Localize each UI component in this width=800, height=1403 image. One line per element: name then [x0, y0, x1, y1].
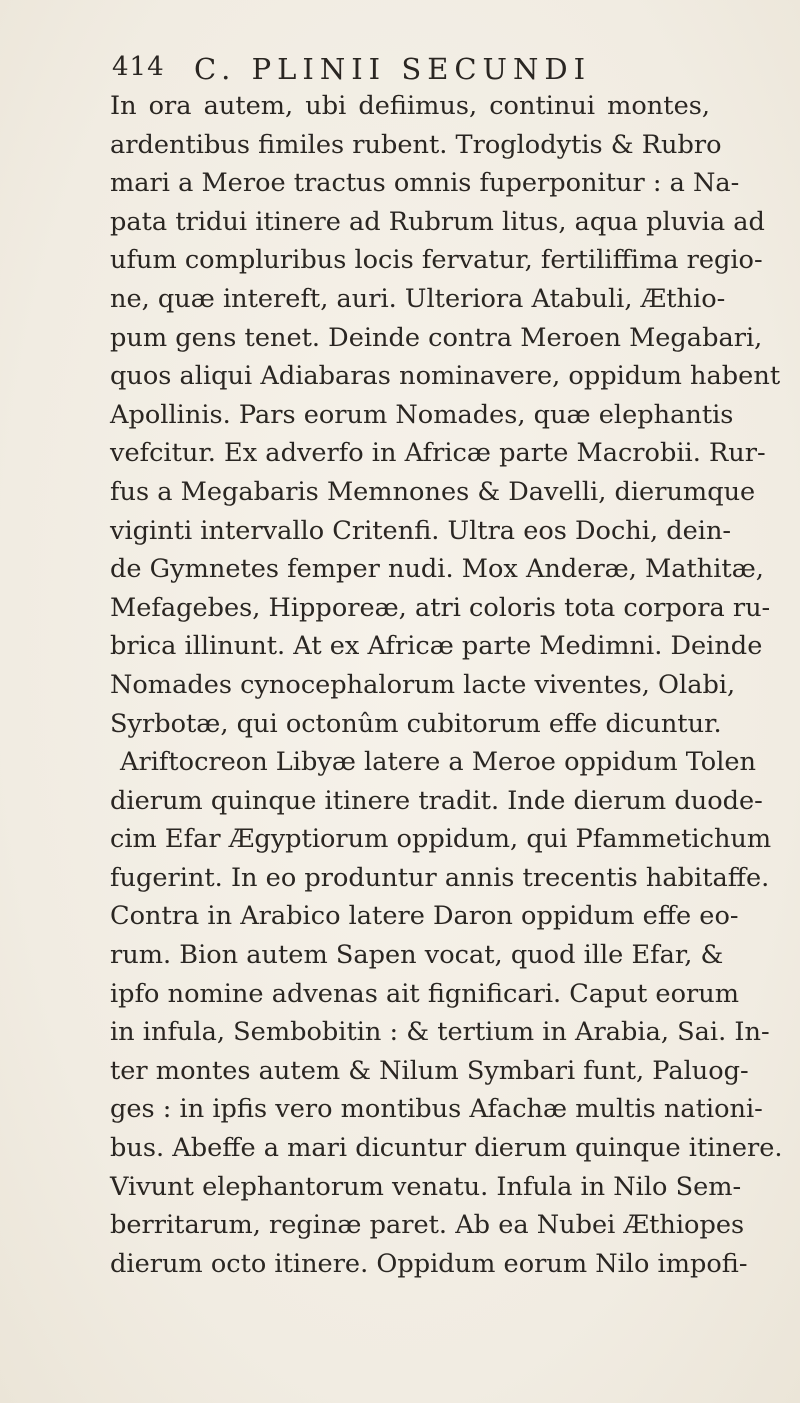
text-line: ardentibus fimiles rubent. Troglodytis & Rubro — [110, 129, 722, 160]
text-line: mari a Meroe tractus omnis fuperponitur : a Na- — [110, 168, 740, 199]
text-line: viginti intervallo Critenfi. Ultra eos Dochi, dein- — [110, 515, 732, 546]
text-line: Ariftocreon Libyæ latere a Meroe oppidum Tolen — [120, 747, 757, 778]
text-line: pum gens tenet. Deinde contra Meroen Megabari, — [110, 322, 763, 353]
body-text — [110, 87, 783, 1283]
text-line: cim Efar Ægyptiorum oppidum, qui Pfammetichum — [110, 824, 772, 855]
text-line: ges : in ipfis vero montibus Afachæ multis nationi- — [110, 1094, 763, 1125]
text-line: berritarum, reginæ paret. Ab ea Nubei Æthiopes — [110, 1210, 745, 1241]
text-line: quos aliqui Adiabaras nominavere, oppidum habent — [110, 361, 781, 392]
text-line: vefcitur. Ex adverfo in Africæ parte Macrobii. Rur- — [110, 438, 766, 469]
text-line: in infula, Sembobitin : & tertium in Arabia, Sai. In- — [110, 1017, 770, 1048]
text-line: de Gymnetes femper nudi. Mox Anderæ, Mathitæ, — [110, 554, 764, 585]
text-line: Apollinis. Pars eorum Nomades, quæ elephantis — [110, 399, 734, 430]
text-line: Syrbotæ, qui octonûm cubitorum effe dicuntur. — [110, 708, 722, 739]
text-line: bus. Abeffe a mari dicuntur dierum quinque itinere. — [110, 1133, 783, 1164]
text-line: ipfo nomine advenas ait fignificari. Caput eorum — [110, 978, 739, 1009]
text-line: rum. Bion autem Sapen vocat, quod ille Efar, & — [110, 940, 724, 971]
page-header — [112, 52, 712, 92]
text-line: dierum octo itinere. Oppidum eorum Nilo impofi- — [110, 1248, 748, 1279]
text-line: Contra in Arabico latere Daron oppidum effe eo- — [110, 901, 739, 932]
text-line: Nomades cynocephalorum lacte viventes, Olabi, — [110, 669, 736, 700]
page-number: 414 — [112, 52, 165, 82]
running-head: C. PLINII SECUNDI — [194, 52, 592, 86]
text-line: ufum compluribus locis fervatur, fertiliffima regio- — [110, 245, 763, 276]
text-line: brica illinunt. At ex Africæ parte Medimni. Deinde — [110, 631, 763, 662]
text-line: fugerint. In eo produntur annis trecentis habitaffe. — [110, 862, 770, 893]
text-line: Vivunt elephantorum venatu. Infula in Nilo Sem- — [110, 1171, 742, 1202]
text-line: dierum quinque itinere tradit. Inde dierum duode- — [110, 785, 763, 816]
text-line: pata tridui itinere ad Rubrum litus, aqua pluvia ad — [110, 206, 765, 237]
text-line: In ora autem, ubi defiimus, continui montes, — [110, 91, 710, 121]
text-line: fus a Megabaris Memnones & Davelli, dierumque — [110, 476, 756, 507]
text-line: ter montes autem & Nilum Symbari funt, Paluog- — [110, 1055, 749, 1086]
text-line: Mefagebes, Hipporeæ, atri coloris tota corpora ru- — [110, 592, 771, 623]
text-line: ne, quæ intereft, auri. Ulteriora Atabuli, Æthio- — [110, 283, 726, 314]
